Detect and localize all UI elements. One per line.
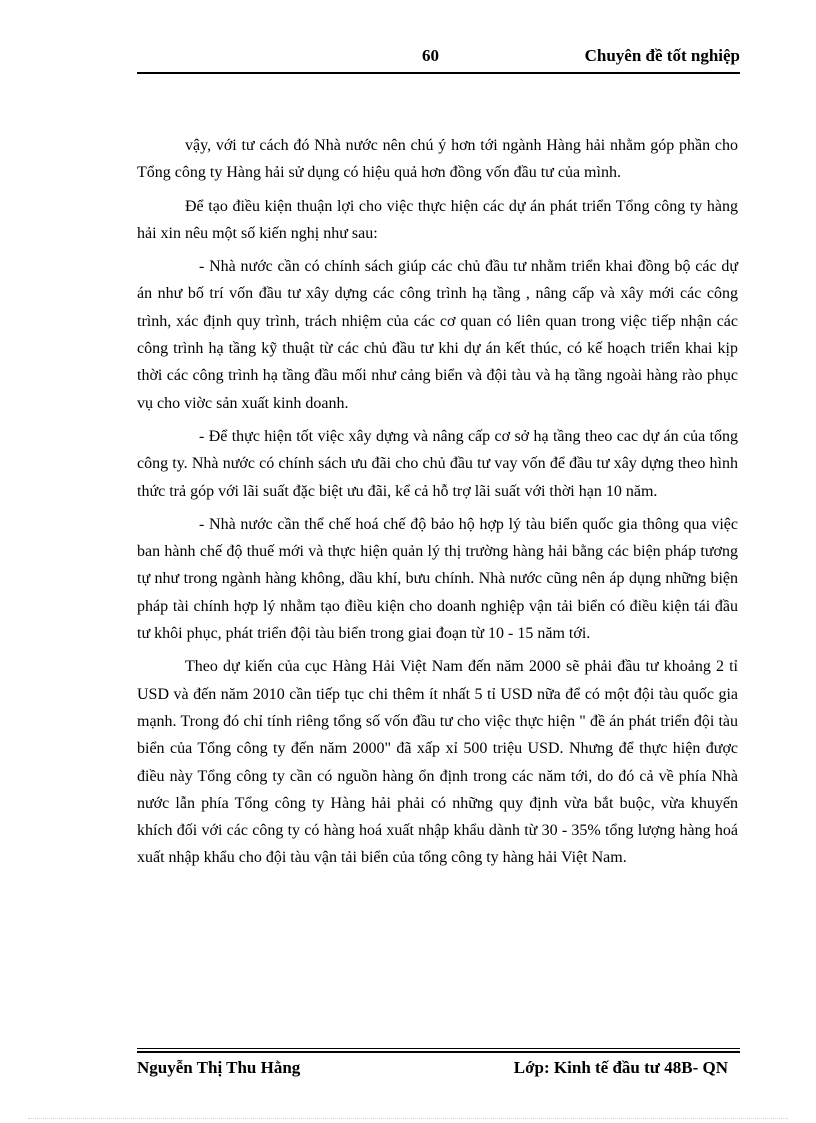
footer-rule-thick <box>137 1051 740 1053</box>
paragraph-intro: Để tạo điều kiện thuận lợi cho việc thực hiện các dự án phát triển Tổng công ty hàng hải xin nêu một số kiến nghị như sau: <box>137 197 738 242</box>
footer-author: Nguyễn Thị Thu Hằng <box>137 1058 301 1077</box>
header-rule <box>137 72 740 74</box>
page-header <box>137 46 740 74</box>
page-number: 60 <box>422 46 439 65</box>
bullet-paragraph: - Nhà nước cần có chính sách giúp các chủ đầu tư nhằm triển khai đồng bộ các dự án như bố trí vốn đầu tư xây dựng các công trình hạ tầng , nâng cấp và xây mới các công trình, xác định quy trình, trách nhiệm của các cơ quan có liên quan trong việc tiếp nhận các công trình hạ tầng kỹ thuật từ các chủ đầu tư khi dự án kết thúc, có kế hoạch triển khai kịp thời các công trình hạ tầng đầu mối như cảng biển và đội tàu và hạ tầng ngoài hàng rào phục vụ cho viờc sản xuất kinh doanh. <box>137 258 738 412</box>
bullet-paragraph: - Để thực hiện tốt việc xây dựng và nâng cấp cơ sở hạ tầng theo cac dự án của tổng công ty. Nhà nước có chính sách ưu đãi cho chủ đầu tư vay vốn để đầu tư xây dựng theo hình thức trả góp với lãi suất đặc biệt ưu đãi, kể cả hỗ trợ lãi suất với thời hạn 10 năm. <box>137 427 738 500</box>
paragraph-projection: Theo dự kiến của cục Hàng Hải Việt Nam đến năm 2000 sẽ phải đầu tư khoảng 2 tỉ USD và đến năm 2010 cần tiếp tục chi thêm ít nhất 5 tỉ USD nữa để có một đội tàu quốc gia mạnh. Trong đó chỉ tính riêng tổng số vốn đầu tư cho việc thực hiện " đề án phát triển đội tàu biển của Tổng công ty đến năm 2000" đã xấp xỉ 500 triệu USD. Nhưng để thực hiện được điều này Tổng công ty cần có nguồn hàng ổn định trong các năm tới, do đó cả về phía Nhà nước lẫn phía Tổng công ty Hàng hải phải có những quy định vừa bắt buộc, vừa khuyến khích đối với các công ty có hàng hoá xuất nhập khẩu dành từ 30 - 35% tổng lượng hàng hoá xuất nhập khẩu cho đội tàu vận tải biển của tổng công ty hàng hải Việt Nam. <box>137 658 738 867</box>
body-text <box>137 132 738 878</box>
footer-class: Lớp: Kinh tế đầu tư 48B- QN <box>513 1058 728 1077</box>
header-title: Chuyên đề tốt nghiệp <box>584 46 740 65</box>
page-edge-divider <box>28 1118 788 1119</box>
paragraph-continuation: vậy, với tư cách đó Nhà nước nên chú ý hơn tới ngành Hàng hải nhằm góp phần cho Tổng công ty Hàng hải sử dụng có hiệu quả hơn đồng vốn đầu tư của mình. <box>137 137 738 182</box>
bullet-paragraph: - Nhà nước cần thể chế hoá chế độ bảo hộ hợp lý tàu biển quốc gia thông qua việc ban hành chế độ thuế mới và thực hiện quản lý thị trường hàng hải bằng các biện pháp tương tự như trong ngành hàng không, dầu khí, bưu chính. Nhà nước cũng nên áp dụng những biện pháp tài chính hợp lý nhằm tạo điều kiện cho doanh nghiệp vận tải biển có điều kiện tái đầu tư khôi phục, phát triển đội tàu biển trong giai đoạn từ 10 - 15 năm tới. <box>137 515 738 643</box>
page-footer <box>137 1048 740 1088</box>
footer-rule <box>137 1048 740 1049</box>
